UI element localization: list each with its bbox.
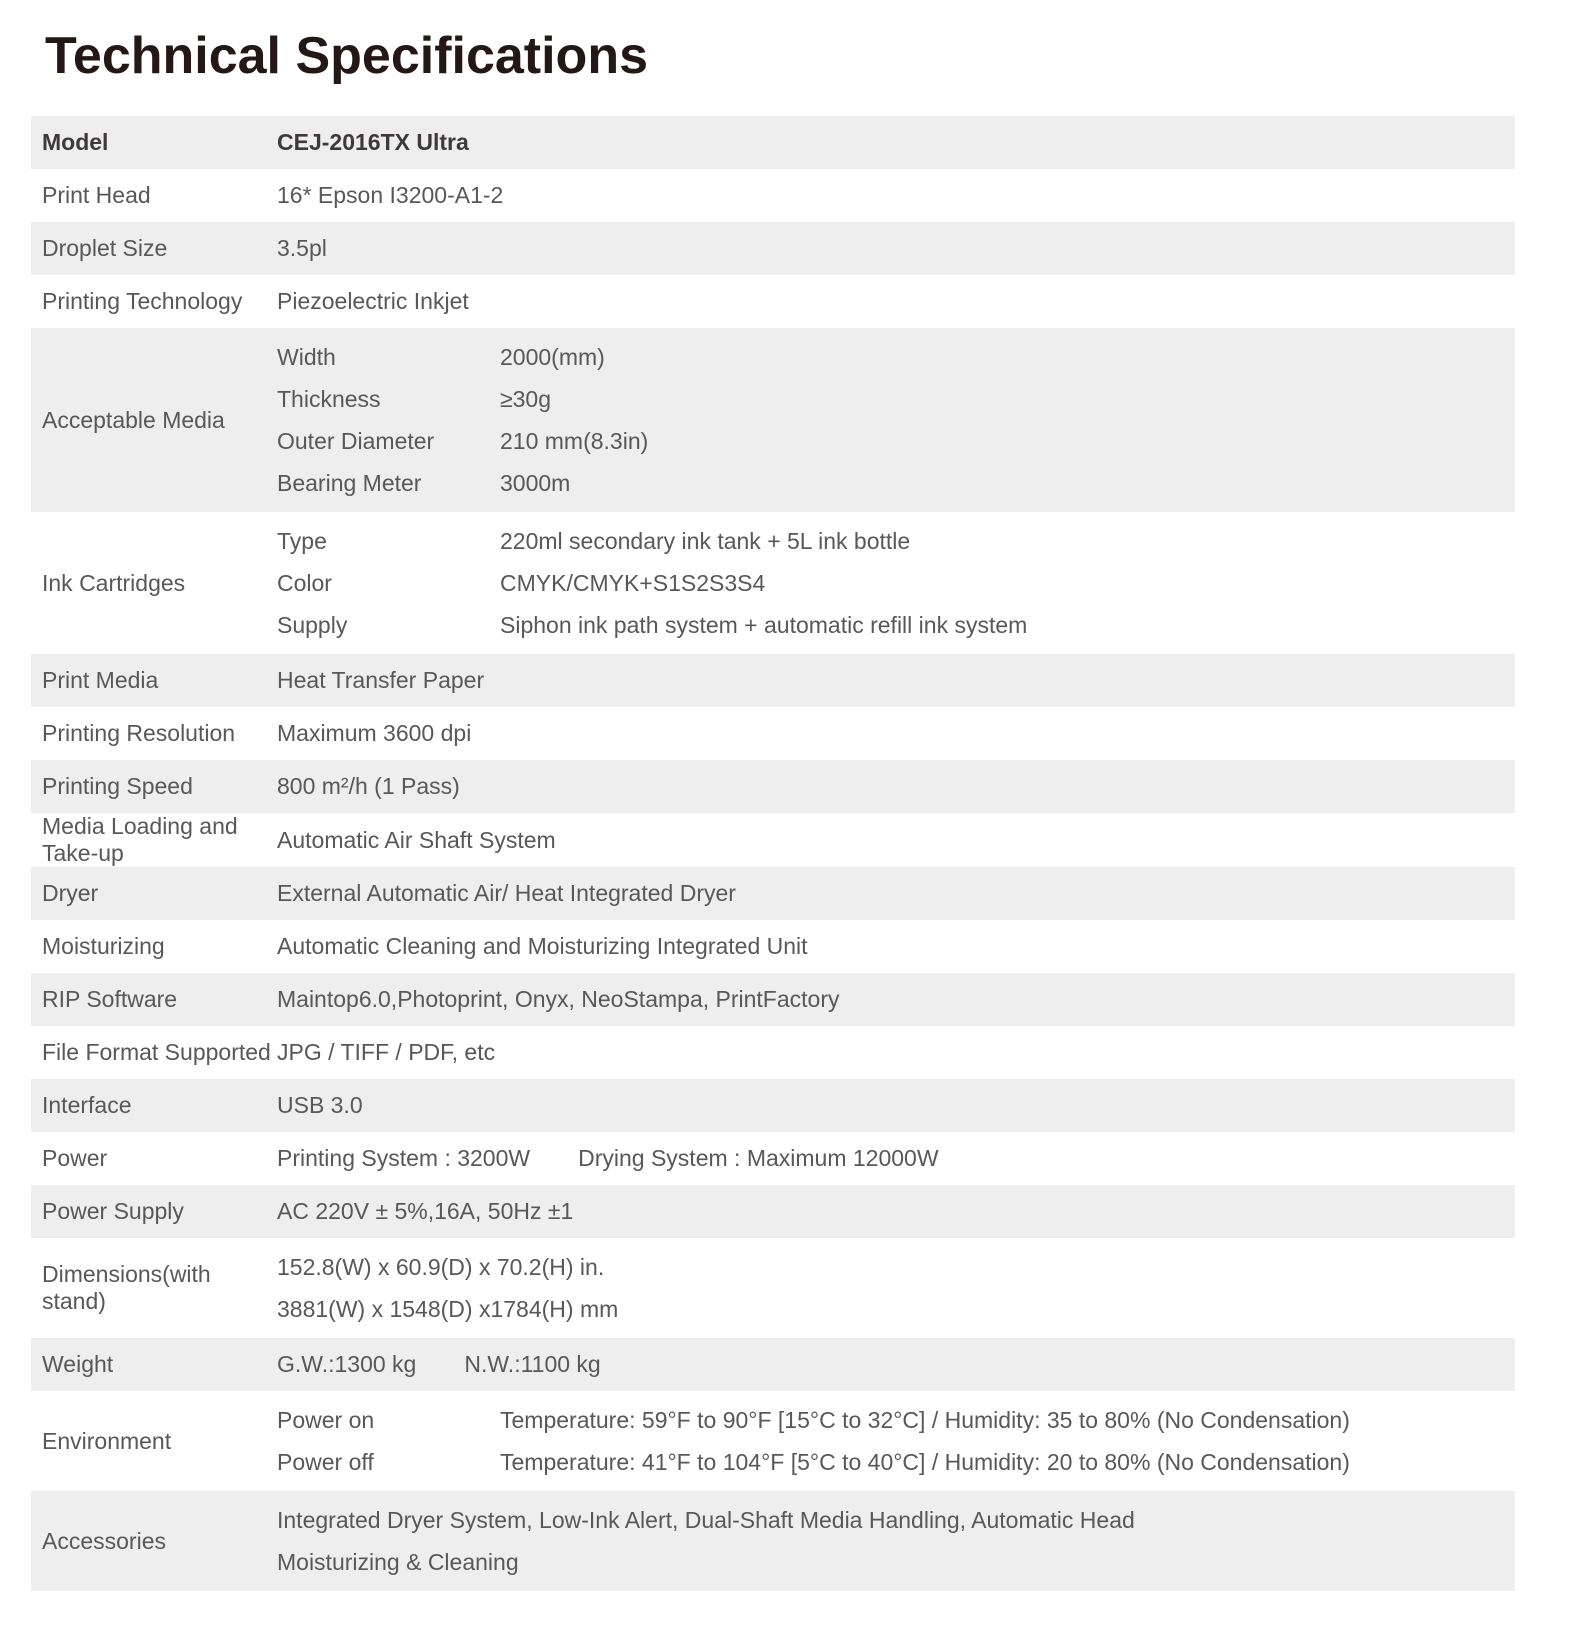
row-sub-label: Outer Diameter — [277, 427, 435, 454]
row-line — [277, 1338, 1515, 1391]
row-line — [277, 1499, 1515, 1541]
header-label: Model — [42, 129, 109, 155]
row-value: Automatic Air Shaft System — [277, 826, 556, 853]
row-label: Power Supply — [42, 1198, 184, 1224]
row-line — [277, 1541, 1515, 1583]
row-label: Dimensions(with stand) — [42, 1261, 211, 1314]
row-line — [277, 814, 1515, 867]
table-row — [31, 813, 1515, 867]
row-value: USB 3.0 — [277, 1092, 363, 1118]
row-lines — [277, 512, 1515, 654]
row-line — [277, 420, 1515, 462]
row-value: Siphon ink path system + automatic refill ink system — [500, 611, 1028, 638]
spec-table — [31, 116, 1515, 1591]
header-label-cell — [31, 116, 277, 169]
row-value: AC 220V ± 5%,16A, 50Hz ±1 — [277, 1198, 574, 1224]
row-line — [277, 1399, 1515, 1441]
row-lines — [277, 1391, 1515, 1491]
row-value: 3000m — [500, 469, 571, 496]
row-value: 220ml secondary ink tank + 5L ink bottle — [500, 527, 911, 554]
row-line — [277, 520, 1515, 562]
row-lines — [277, 867, 1515, 920]
row-label: Printing Speed — [42, 773, 193, 799]
row-lines — [277, 813, 1515, 867]
table-row — [31, 1132, 1515, 1185]
table-row — [31, 973, 1515, 1026]
row-value: 152.8(W) x 60.9(D) x 70.2(H) in. — [277, 1253, 605, 1280]
row-value: Automatic Cleaning and Moisturizing Integrated Unit — [277, 933, 808, 959]
row-line — [277, 654, 1515, 707]
row-line — [277, 1026, 1515, 1079]
row-label: Printing Resolution — [42, 720, 236, 746]
row-line — [277, 378, 1515, 420]
row-value: 16* Epson I3200-A1-2 — [277, 182, 504, 208]
row-label: Weight — [42, 1351, 114, 1377]
row-label: Interface — [42, 1092, 132, 1118]
row-sub-label: Supply — [277, 611, 348, 638]
row-value: 2000(mm) — [500, 343, 605, 370]
row-value: 210 mm(8.3in) — [500, 427, 649, 454]
row-line — [277, 604, 1515, 646]
table-row — [31, 169, 1515, 222]
row-value: 800 m²/h (1 Pass) — [277, 773, 460, 799]
row-label: Print Media — [42, 667, 159, 693]
row-value-part: G.W.:1300 kg — [277, 1351, 417, 1377]
row-value: Piezoelectric Inkjet — [277, 288, 469, 314]
row-line — [277, 275, 1515, 328]
row-label: Print Head — [42, 182, 151, 208]
table-row — [31, 920, 1515, 973]
row-line — [277, 462, 1515, 504]
row-label: RIP Software — [42, 986, 178, 1012]
header-value-cell — [277, 116, 1515, 169]
row-value: External Automatic Air/ Heat Integrated Dryer — [277, 880, 736, 906]
header-line — [277, 116, 1515, 169]
row-value — [277, 1145, 951, 1172]
row-value-part: Drying System : Maximum 12000W — [578, 1145, 939, 1171]
row-line — [277, 760, 1515, 813]
row-line — [277, 1132, 1515, 1185]
table-row — [31, 1491, 1515, 1591]
row-value: Moisturizing & Cleaning — [277, 1548, 519, 1575]
row-line — [277, 169, 1515, 222]
table-row — [31, 1079, 1515, 1132]
row-line — [277, 1288, 1515, 1330]
row-value-part: N.W.:1100 kg — [464, 1351, 601, 1377]
row-lines — [277, 1079, 1515, 1132]
row-value — [277, 1351, 613, 1378]
row-line — [277, 867, 1515, 920]
row-lines — [277, 1132, 1515, 1185]
row-line — [277, 562, 1515, 604]
row-value: Maintop6.0,Photoprint, Onyx, NeoStampa, PrintFactory — [277, 986, 840, 1012]
row-value: 3881(W) x 1548(D) x1784(H) mm — [277, 1295, 619, 1322]
page-title: Technical Specifications — [45, 27, 649, 85]
row-lines — [277, 654, 1515, 707]
row-lines — [277, 1238, 1515, 1338]
row-line — [277, 222, 1515, 275]
table-row — [31, 1185, 1515, 1238]
row-value-part: Printing System : 3200W — [277, 1145, 531, 1171]
table-row — [31, 328, 1515, 512]
row-value: ≥30g — [500, 385, 551, 412]
row-value: JPG / TIFF / PDF, etc — [277, 1039, 496, 1065]
row-value: 3.5pl — [277, 235, 327, 261]
row-value: Maximum 3600 dpi — [277, 720, 472, 746]
row-line — [277, 707, 1515, 760]
row-lines — [277, 1026, 1515, 1079]
row-lines — [277, 275, 1515, 328]
row-sub-label: Color — [277, 569, 332, 596]
row-lines — [277, 760, 1515, 813]
row-sub-label: Power off — [277, 1448, 374, 1475]
row-value: Temperature: 59°F to 90°F [15°C to 32°C] / Humidity: 35 to 80% (No Condensation) — [500, 1406, 1350, 1433]
table-row — [31, 707, 1515, 760]
row-sub-label: Type — [277, 527, 327, 554]
row-line — [277, 1185, 1515, 1238]
row-label: Printing Technology — [42, 288, 243, 314]
table-row — [31, 654, 1515, 707]
row-label: Dryer — [42, 880, 99, 906]
row-sub-label: Width — [277, 343, 336, 370]
row-lines — [277, 707, 1515, 760]
table-rows — [31, 169, 1515, 1591]
row-label: Ink Cartridges — [42, 569, 186, 596]
table-header-row — [31, 116, 1515, 169]
row-line — [277, 920, 1515, 973]
row-sub-label: Power on — [277, 1406, 375, 1433]
row-sub-label: Bearing Meter — [277, 469, 422, 496]
row-label: Media Loading and Take-up — [42, 813, 238, 866]
row-lines — [277, 328, 1515, 512]
row-label: Droplet Size — [42, 235, 168, 261]
table-row — [31, 867, 1515, 920]
header-value: CEJ-2016TX Ultra — [277, 129, 469, 155]
table-row — [31, 1026, 1515, 1079]
table-row — [31, 1391, 1515, 1491]
row-value: Integrated Dryer System, Low-Ink Alert, Dual-Shaft Media Handling, Automatic Head — [277, 1506, 1135, 1533]
row-label: Acceptable Media — [42, 406, 225, 433]
row-lines — [277, 973, 1515, 1026]
row-label: File Format Supported — [42, 1039, 271, 1065]
row-line — [277, 336, 1515, 378]
table-row — [31, 1338, 1515, 1391]
row-sub-label: Thickness — [277, 385, 381, 412]
table-row — [31, 1238, 1515, 1338]
row-lines — [277, 1185, 1515, 1238]
table-row — [31, 760, 1515, 813]
row-lines — [277, 1491, 1515, 1591]
row-line — [277, 973, 1515, 1026]
table-row — [31, 222, 1515, 275]
row-line — [277, 1441, 1515, 1483]
row-lines — [277, 169, 1515, 222]
row-value: CMYK/CMYK+S1S2S3S4 — [500, 569, 766, 596]
row-label: Accessories — [42, 1527, 166, 1554]
row-label: Environment — [42, 1427, 172, 1454]
row-label: Power — [42, 1145, 108, 1171]
row-line — [277, 1246, 1515, 1288]
row-line — [277, 1079, 1515, 1132]
row-lines — [277, 920, 1515, 973]
table-row — [31, 275, 1515, 328]
row-value: Heat Transfer Paper — [277, 667, 485, 693]
row-lines — [277, 1338, 1515, 1391]
row-label: Moisturizing — [42, 933, 165, 959]
table-row — [31, 512, 1515, 654]
row-value: Temperature: 41°F to 104°F [5°C to 40°C] / Humidity: 20 to 80% (No Condensation) — [500, 1448, 1350, 1475]
row-lines — [277, 222, 1515, 275]
